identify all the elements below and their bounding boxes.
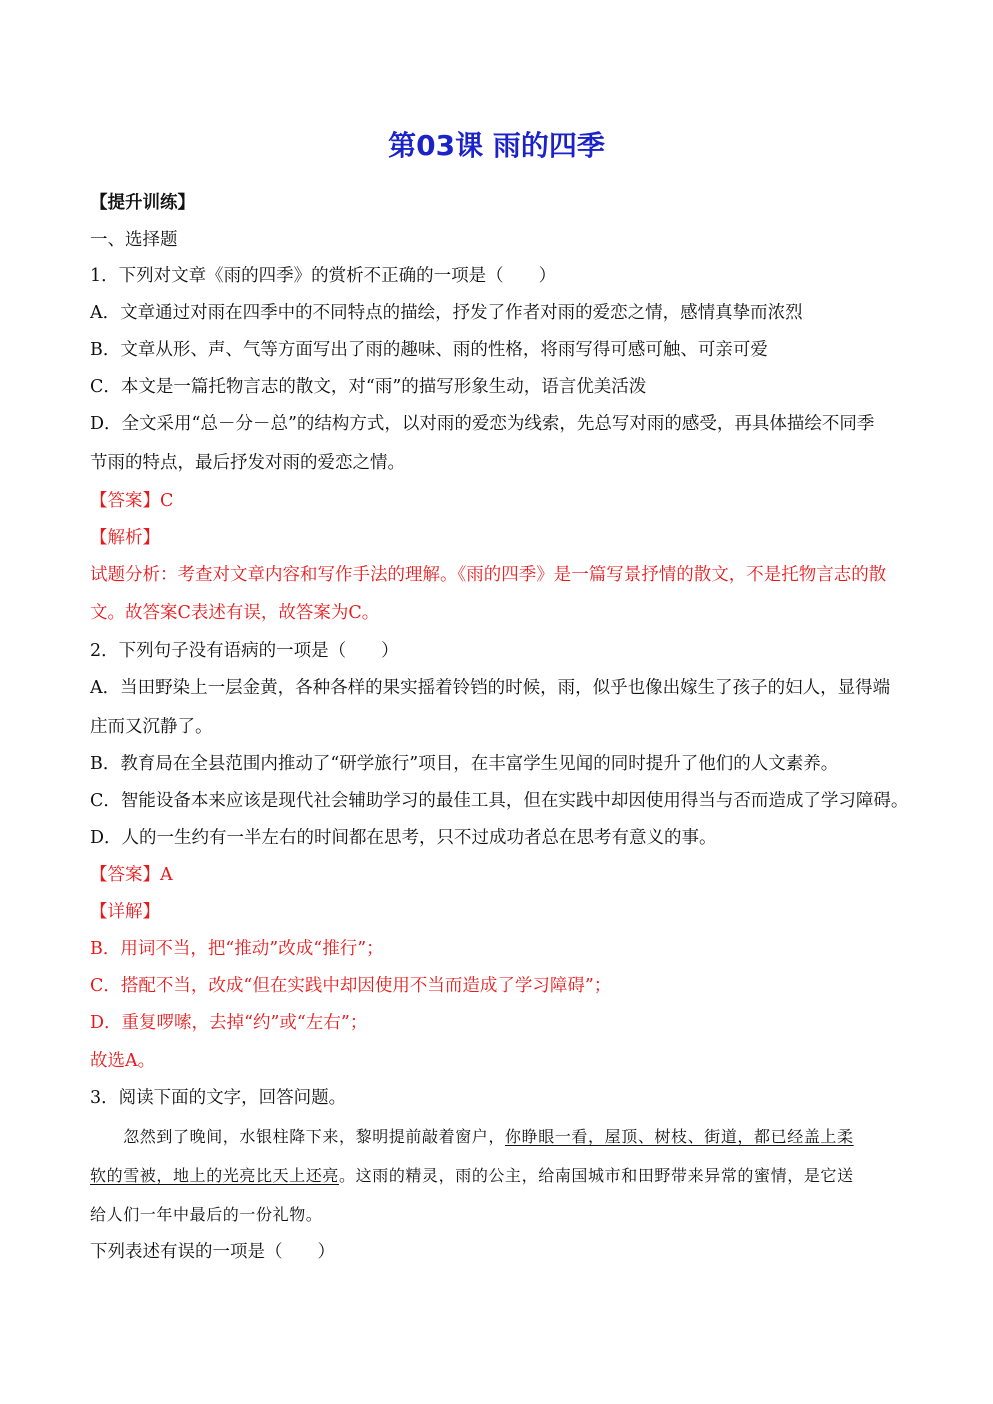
- q2-option-d: D．人的一生约有一半左右的时间都在思考，只不过成功者总在思考有意义的事。: [90, 828, 717, 848]
- page-title: 第03课 雨的四季: [388, 129, 605, 162]
- q3-question: 下列表述有误的一项是（ ）: [90, 1242, 335, 1262]
- q1-analysis-line1: 试题分析：考查对文章内容和写作手法的理解。《雨的四季》是一篇写景抒情的散文，不是托物言志的散: [90, 565, 887, 585]
- q1-answer: 【答案】C: [90, 491, 174, 511]
- q2-option-c: C．智能设备本来应该是现代社会辅助学习的最佳工具，但在实践中却因使用得当与否而造成了学习障碍。: [90, 791, 909, 811]
- q1-option-d-line2: 节雨的特点，最后抒发对雨的爱恋之情。: [90, 453, 405, 473]
- q2-option-a-line1: A．当田野染上一层金黄，各种各样的果实摇着铃铛的时候，雨，似乎也像出嫁生了孩子的妇人，显得端: [90, 678, 891, 698]
- q3-passage-line1-plain: 忽然到了晚间，水银柱降下来，黎明提前敲着窗户，: [90, 1127, 506, 1146]
- q3-passage-line1: [90, 1125, 905, 1149]
- section-type: 一、选择题: [90, 230, 178, 250]
- q1-analysis-label: 【解析】: [90, 528, 160, 548]
- q2-explain-label: 【详解】: [90, 902, 160, 922]
- q2-option-a-line2: 庄而又沉静了。: [90, 717, 213, 737]
- q2-answer: 【答案】A: [90, 865, 173, 885]
- q1-option-c: C．本文是一篇托物言志的散文，对“雨”的描写形象生动，语言优美活泼: [90, 377, 647, 397]
- q1-option-b: B．文章从形、声、气等方面写出了雨的趣味、雨的性格，将雨写得可感可触、可亲可爱: [90, 340, 768, 360]
- q3-passage-line1-underlined: 你睁眼一看，屋顶、树枝、街道，都已经盖上柔: [505, 1127, 854, 1146]
- q2-explain-c: C．搭配不当，改成“但在实践中却因使用不当而造成了学习障碍”；: [90, 976, 612, 996]
- q3-passage-line3: 给人们一年中最后的一份礼物。: [90, 1205, 323, 1224]
- q2-option-b: B．教育局在全县范围内推动了“研学旅行”项目，在丰富学生见闻的同时提升了他们的人文素养。: [90, 754, 839, 774]
- q1-option-d-line1: D．全文采用“总－分－总”的结构方式，以对雨的爱恋为线索，先总写对雨的感受，再具体描绘不同季: [90, 414, 875, 434]
- section-header: 【提升训练】: [90, 193, 195, 213]
- q3-passage-line2-plain: 。这雨的精灵，雨的公主，给南国城市和田野带来异常的蜜情，是它送: [339, 1166, 854, 1185]
- q2-explain-b: B．用词不当，把“推动”改成“推行”；: [90, 939, 384, 959]
- q3-stem: 3．阅读下面的文字，回答问题。: [90, 1088, 347, 1108]
- q1-stem: 1．下列对文章《雨的四季》的赏析不正确的一项是（ ）: [90, 266, 557, 286]
- q2-explain-d: D．重复啰嗦，去掉“约”或“左右”；: [90, 1013, 368, 1033]
- q1-analysis-line2: 文。故答案C表述有误，故答案为C。: [90, 603, 380, 623]
- q3-passage-line2-underlined: 软的雪被，地上的光亮比天上还亮: [90, 1166, 340, 1185]
- q2-stem: 2．下列句子没有语病的一项是（ ）: [90, 641, 399, 661]
- q1-option-a: A．文章通过对雨在四季中的不同特点的描绘，抒发了作者对雨的爱恋之情，感情真挚而浓烈: [90, 303, 803, 323]
- q3-passage-line2: [90, 1164, 905, 1188]
- q2-conclusion: 故选A。: [90, 1051, 156, 1071]
